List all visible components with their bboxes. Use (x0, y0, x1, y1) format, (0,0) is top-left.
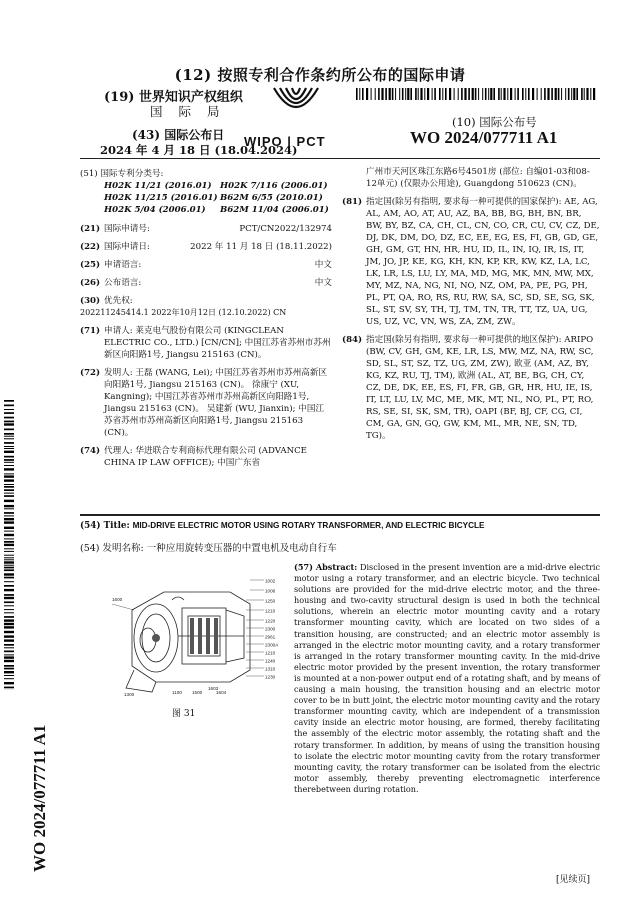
ipc-code: H02K 7/116 (2006.01) (220, 181, 328, 191)
application-number-field (80, 223, 332, 235)
callout-label: 1220 (265, 618, 276, 624)
header-divider (80, 158, 600, 159)
callout-label: 1250 (265, 598, 276, 604)
field-value: 中文 (314, 278, 332, 288)
wipo-logo-icon (260, 86, 332, 130)
field-label: 国际申请号: (104, 224, 150, 234)
callout-label: 1210 (265, 650, 276, 656)
continued-note: [见续页] (556, 875, 591, 885)
callout-label: 1600 (112, 597, 123, 602)
ipc-code: H02K 5/04 (2006.01) (104, 205, 206, 215)
ipc-row (104, 192, 332, 204)
ipc-row (104, 180, 332, 192)
field-label: 优先权: (104, 296, 133, 306)
applicant-field (80, 325, 332, 361)
publication-date-label: (43) 国际公布日 (132, 128, 225, 142)
field-label: 申请语言: (104, 260, 142, 270)
callout-label: 2300 (265, 626, 276, 632)
field-value: 2022 年 11 月 18 日 (18.11.2022) (190, 242, 332, 252)
wipo-pct-text: WIPO | PCT (244, 134, 326, 149)
ipc-label: (51) 国际专利分类号: (80, 169, 164, 179)
title-chinese: 一种应用旋转变压器的中置电机及电动自行车 (146, 543, 337, 554)
applicant-text: 申请人: 莱克电气股份有限公司 (KINGCLEAN ELECTRIC CO., LTD.) [CN/CN]; 中国江苏省苏州市苏州新区向阳路1号, Jiangsu 215163 (CN)。 (104, 326, 331, 360)
title-english-label: (54) Title: (80, 521, 130, 531)
abstract-text: Disclosed in the present invention are a mid-drive electric motor using a rotary transformer, and an electric bicycle. Two technical solutions are provided for the mid-drive electric motor, and the three-housing and two-cavity structural design is used in both the technical solutions, wherein an electric motor mounting cavity and a rotary transformer mounting cavity, which are located on two sides of a transition housing, are constructed; and an electric motor assembly is arranged in the electric motor mounting cavity, and a rotary transformer is arranged in the rotary transformer mounting cavity. In the mid-drive electric motor provided by the present invention, the rotary transformer is mounted at a non-power output end of a rotating shaft, and by means of causing a main housing, the transition housing and an electric motor cover to be in butt joint, the electric motor mounting cavity and the rotary transformer mounting cavity, which are independent of a transmission cavity inside an electric motor housing, are formed, thereby facilitating the assembly of the electric motor assembly, the rotating shaft and the rotary transformer. In addition, by means of using the transition housing to isolate the electric motor mounting cavity from the rotary transformer mounting cavity, the rotary transformer can be isolated from the electric motor assembly, thereby preventing electromagnetic interference therebetween during rotation. (294, 562, 600, 794)
field-number: (71) (80, 326, 101, 336)
ipc-list (80, 180, 332, 216)
inventor-field (80, 367, 332, 439)
callout-label: 1100 (172, 690, 182, 695)
section-divider (80, 514, 600, 516)
field-value: 中文 (314, 260, 332, 270)
field-number: (21) (80, 224, 101, 234)
callout-label: 1240 (265, 658, 276, 664)
filing-language-field (80, 259, 332, 271)
abstract-block (294, 562, 600, 795)
title-chinese-label: (54) 发明名称: (80, 543, 144, 554)
figure-label: 图 31 (172, 709, 196, 719)
callout-label: 1500 (192, 690, 203, 695)
ipc-code: B62M 6/55 (2010.01) (220, 193, 323, 203)
ipc-code: B62M 11/04 (2006.01) (220, 205, 329, 215)
inventor-text: 发明人: 王磊 (WANG, Lei); 中国江苏省苏州市苏州高新区向阳路1号, Jiangsu 215163 (CN)。 徐康宁 (XU, Kangning); 中国江苏省苏州市苏州高新区向阳路1号, Jiangsu 215163 (CN)。 吴建新 (WU, Jianxin); 中国江苏省苏州市苏州高新区向阳路1号, Jiangsu 215163 (CN)。 (104, 368, 328, 438)
motor-drawing-image (112, 570, 280, 698)
callout-label: 1310 (265, 666, 276, 672)
agent-address-continued: 广州市天河区珠江东路6号4501房 (部位: 自编01-03和08-12单元) (仅限办公用途), Guangdong 510623 (CN)。 (366, 167, 590, 189)
callout-label: 2961 (265, 634, 276, 640)
designated-regions-field (342, 334, 600, 442)
field-number: (30) (80, 296, 101, 306)
side-barcode-image (4, 400, 14, 690)
callout-label: 1210 (265, 608, 276, 614)
ipc-field (80, 168, 332, 180)
right-bibliographic-column (342, 166, 600, 442)
callout-label: 1604 (216, 690, 227, 695)
title-english: MID-DRIVE ELECTRIC MOTOR USING ROTARY TRANSFORMER, AND ELECTRIC BICYCLE (132, 521, 485, 530)
left-bibliographic-column (80, 168, 332, 469)
callout-label: 1230 (265, 674, 276, 680)
designated-states-text: 指定国(除另有指明, 要求每一种可提供的国家保护): AE, AG, AL, AM, AO, AT, AU, AZ, BA, BB, BG, BH, BN, BR, BW, BY, BZ, CA, CH, CL, CN, CO, CR, CU, CV, CZ, DE, DJ, DK, DM, DO, DZ, EC, EE, EG, ES, FI, GB, GD, GE, GH, GM, GT, HN, HR, HU, ID, IL, IN, IQ, IR, IS, IT, JM, JO, JP, KE, KG, KH, KN, KP, KR, KW, KZ, LA, LC, LK, LR, LS, LU, LY, MA, MD, MG, MK, MN, MW, MX, MY, MZ, NA, NG, NI, NO, NZ, OM, PA, PE, PG, PH, PL, PT, QA, RO, RS, RU, RW, SA, SC, SD, SE, SG, SK, SL, ST, SV, SY, TH, TJ, TM, TN, TR, TT, TZ, UA, UG, US, UZ, VC, VN, WS, ZA, ZM, ZW。 (366, 197, 600, 327)
field-number: (74) (80, 446, 101, 456)
field-number: (81) (342, 197, 363, 207)
agent-text: 代理人: 华进联合专利商标代理有限公司 (ADVANCE CHINA IP LAW OFFICE); 中国广东省 (104, 446, 307, 468)
publication-date: 2024 年 4 月 18 日 (18.04.2024) (100, 143, 298, 157)
designated-states-field (342, 196, 600, 328)
priority-field (80, 295, 332, 307)
callout-label: 2300A (265, 642, 279, 648)
callout-label: 1002 (265, 578, 276, 584)
priority-data: 202211245414.1 2022年10月12日 (12.10.2022) CN (80, 308, 287, 317)
title-chinese-line (80, 540, 337, 554)
ipc-code: H02K 11/21 (2016.01) (104, 181, 212, 191)
callout-label: 1300 (124, 692, 135, 697)
bureau-name: 国 际 局 (150, 104, 226, 119)
callout-label: 1006 (265, 588, 276, 594)
field-label: 公布语言: (104, 278, 142, 288)
document-type-title: (12) 按照专利合作条约所公布的国际申请 (174, 66, 466, 84)
ipc-row (104, 204, 332, 216)
field-label: 国际申请日: (104, 242, 150, 252)
abstract-label: (57) Abstract: (294, 562, 358, 572)
publication-number: WO 2024/077711 A1 (410, 128, 558, 147)
field-value: PCT/CN2022/132974 (239, 224, 332, 234)
designated-regions-text: 指定国(除另有指明, 要求每一种可提供的地区保护): ARIPO (BW, CV, GH, GM, KE, LR, LS, MW, MZ, NA, RW, SC, SD, SL, ST, SZ, TZ, UG, ZM, ZW), 欧亚 (AM, AZ, BY, KG, KZ, RU, TJ, TM), 欧洲 (AL, AT, BE, BG, CH, CY, CZ, DE, DK, EE, ES, FI, FR, GB, GR, HR, HU, IE, IS, IT, LT, LU, LV, MC, ME, MK, MT, NL, NO, PL, PT, RO, RS, SE, SI, SK, SM, TR), OAPI (BF, BJ, CF, CG, CI, CM, GA, GN, GQ, GW, KM, ML, MR, NE, SN, TD, TG)。 (366, 335, 594, 441)
barcode-image (356, 88, 596, 100)
organization-name: (19) 世界知识产权组织 (104, 90, 243, 105)
publication-number-label: (10) 国际公布号 (452, 115, 537, 129)
agent-field (80, 445, 332, 469)
title-english-line (80, 521, 600, 531)
field-number: (26) (80, 278, 101, 288)
field-number: (22) (80, 242, 101, 252)
callout-label: 1603 (208, 686, 219, 691)
ipc-code: H02K 11/215 (2016.01) (104, 193, 218, 203)
publication-language-field (80, 277, 332, 289)
field-number: (72) (80, 368, 101, 378)
field-number: (25) (80, 260, 101, 270)
field-number: (84) (342, 335, 363, 345)
filing-date-field (80, 241, 332, 253)
